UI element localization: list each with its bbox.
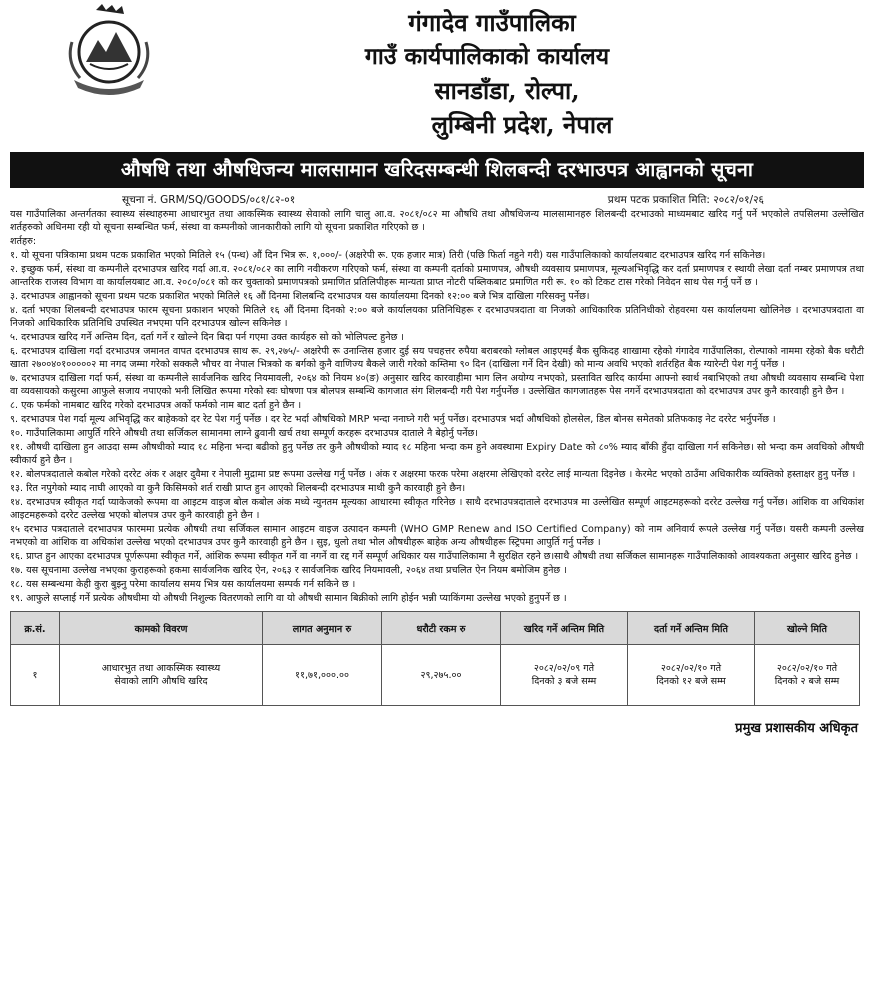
cell-opening-date	[755, 645, 860, 706]
table-row	[11, 645, 860, 706]
condition-item: ८. एक फर्मको नामबाट खरिद गरेको दरभाउपत्र अर्को फर्मको नाम बाट दर्ता हुने छैन ।	[10, 400, 302, 411]
cell-purchase-deadline	[501, 645, 628, 706]
condition-item: १३. रित नपुगेको म्याद नाघी आएको वा कुनै किसिमको शर्त राखी प्राप्त हुन आएको शिलबन्दी दरभाउपत्र माथी कुनै कारवाही हुने छैन।	[10, 483, 466, 494]
condition-item: १७. यस सूचनामा उल्लेख नभएका कुराहरूको हकमा सार्वजनिक खरिद ऐन, २०६३ र सार्वजनिक खरिद नियमावली, २०६४ तथा प्रचलित ऐन नियम बमोजिम हुनेछ ।	[10, 565, 567, 576]
opening-date: २०८२/०२/१० गते	[776, 663, 838, 674]
condition-item: १४. दरभाउपत्र स्वीकृत गर्दा प्याकेजको रूपमा वा आइटम वाइज बोल कबोल अंक मध्ये न्युनतम मूल्यका आधारमा स्वीकृत गरिनेछ । साथै दरभाउपत्रदाताले दरभाउपत्र मा उल्लेखित सम्पूर्ण आइटमहरूको दररेट उल्लेख गर्नु पर्नेछ। आंशिक वा अधिकांश आइटमहरूको दररेट उल्लेख भएको बोलपत्र उपर कुनै कारवाही हुने छैन ।	[10, 497, 864, 521]
condition-item: ९. दरभाउपत्र पेश गर्दा मूल्य अभिवृद्धि कर बाहेकको दर रेट पेश गर्नु पर्नेछ । दर रेट भर्दा औषधिको MRP भन्दा ननाघ्ने गरी भर्नु पर्नेछ। दरभाउपत्र भर्दा औषधिको होलसेल, डिल बोनस समेतको प्रतिफकाइ नेट दररेट भर्नुपर्नेछ ।	[10, 414, 776, 425]
condition-item: ३. दरभाउपत्र आह्वानको सूचना प्रथम पटक प्रकाशित भएको मितिले १६ औं दिनमा शिलबन्दि दरभाउपत्र यस कार्यालयमा दिनको १२:०० बजे भित्र दाखिला गरिसक्नु पर्नेछ।	[10, 291, 590, 302]
condition-item: ६. दरभाउपत्र दाखिला गर्दा दरभाउपत्र जमानत वापत दरभाउपत्र साथ रू. २९,२७५/- अक्षरेपी रू उनान्तिस हजार दुई सय पचहत्तर रुपैया बराबरको ग्लोबल आइएमई बैक सुकिदह शाखामा रहेको गंगादेव गाउँपालिका, रोल्पाको नाममा रहेको बैक धरौटी खाता २७००४०१०००००२ मा नगद जम्मा गरेको सक्कलै भौचर वा नेपाल भित्रको क बर्गको कुनै वाणिज्य बैकले जारी गरेको कम्तिमा ९० दिन (दाखिला गर्ने दिन देखी) को मान्य अवधि भएको शर्तरहित बैक ग्यारेन्टी पेश गर्नु पर्नेछ ।	[10, 346, 864, 370]
condition-item: १५ दरभाउ पत्रदाताले दरभाउपत्र फारममा प्रत्येक औषधी तथा सर्जिकल सामान आइटम वाइज उत्पादन कम्पनी (WHO GMP Renew and ISO Certified Company) को नाम अनिवार्य रूपले उल्लेख गर्नु पर्नेछ। यसरी कम्पनी उल्लेख नभएको वा आंशिक वा अधिकांश उल्लेख भएको दरभाउपत्र उपर कुनै कारवाही हुने छैन । सुइ, धुलो तथा भोल औषधीहरू बाहेक अन्य औषधीहरू स्ट्रिपमा आपुर्ति गर्नु पर्नेछ ।	[10, 524, 864, 548]
publish-date: प्रथम पटक प्रकाशित मिति: २०८२/०१/२६	[607, 194, 764, 206]
condition-item: १०. गाउँपालिकामा आपुर्ति गरिने औषधी तथा सर्जिकल सामानमा लाग्ने ढुवानी खर्च तथा सम्पूर्ण करहरू दरभाउपत्र दाताले नै बेहोर्नु पर्नेछ।	[10, 428, 478, 439]
office-name: गाउँ कार्यपालिकाको कार्यालय	[364, 43, 610, 70]
condition-item: २. इच्छुक फर्म, संस्था वा कम्पनीले दरभाउपत्र खरिद गर्दा आ.व. २०८१/०८२ का लागि नवीकरण गरिएको फर्म, संस्था वा कम्पनी दर्ताको प्रमाणपत्र, औषधी व्यवसाय प्रमाणपत्र, मूल्यअभिवृद्धि कर दर्ता प्रमाणपत्र र स्थायी लेखा दर्ता नम्बर प्रमाणपत्र तथा आन्तरिक राजस्व विभाग वा कार्यालयबाट आ.व. २०८०/०८१ को कर चुक्ताको प्रमाणपत्रको प्रमाणित प्रतिलिपीहरू मान्यता प्राप्त नोटरी पब्लिकबाट प्रमाणित गरी रू. १० को टिकट टास गरेको निवेदन साथ पेस गर्नु पर्ने छ ।	[10, 264, 864, 288]
cell-sn: १	[11, 645, 60, 706]
col-register-deadline: दर्ता गर्ने अन्तिम मिति	[628, 612, 755, 645]
municipality-name: गंगादेव गाउँपालिका	[408, 8, 576, 37]
cell-deposit: २९,२७५.००	[382, 645, 501, 706]
col-description: कामको विवरण	[60, 612, 263, 645]
cell-description	[60, 645, 263, 706]
col-deposit: धरौटी रकम रु	[382, 612, 501, 645]
description-line: आधारभुत तथा आकस्मिक स्वास्थ्य	[101, 663, 221, 674]
col-sn: क्र.सं.	[11, 612, 60, 645]
office-location: सानडाँडा, रोल्पा,	[434, 76, 580, 105]
letterhead	[10, 0, 864, 152]
description-line: सेवाको लागि औषधि खरिद	[114, 676, 208, 687]
nepal-emblem-icon	[66, 2, 152, 102]
table-header-row	[11, 612, 860, 645]
col-estimate: लागत अनुमान रु	[263, 612, 382, 645]
purchase-time: दिनको ३ बजे सम्म	[531, 676, 597, 687]
conditions-heading: शर्तहरु:	[10, 236, 37, 247]
notice-meta	[10, 192, 864, 208]
condition-item: १८. यस सम्बन्धमा केही कुरा बुझ्नु परेमा कार्यालय समय भित्र यस कार्यालयमा सम्पर्क गर्न सकिने छ ।	[10, 579, 356, 590]
col-purchase-deadline: खरिद गर्ने अन्तिम मिति	[501, 612, 628, 645]
condition-item: ५. दरभाउपत्र खरिद गर्ने अन्तिम दिन, दर्ता गर्ने र खोल्ने दिन बिदा पर्न गएमा उक्त कार्यहरु सो को भोलिपल्ट हुनेछ ।	[10, 332, 404, 343]
opening-time: दिनको २ बजे सम्म	[774, 676, 840, 687]
notice-body	[10, 208, 864, 605]
col-opening-date: खोल्ने मिति	[755, 612, 860, 645]
register-time: दिनको १२ बजे सम्म	[656, 676, 726, 687]
condition-item: १२. बोलपत्रदाताले कबोल गरेको दररेट अंक र अक्षर दुवैमा र नेपाली मुद्रामा प्रष्ट रूपमा उल्लेख गर्नु पर्नेछ । अंक र अक्षरमा फरक परेमा अक्षरमा लेखिएको दररेट लाई मान्यता दिइनेछ । केरमेट भएको ठाउँमा अधिकारीक व्यक्तिको हस्ताक्षर हुनु पर्नेछ ।	[10, 469, 856, 480]
register-date: २०८२/०२/१० गते	[660, 663, 722, 674]
condition-item: १. यो सूचना पत्रिकामा प्रथम पटक प्रकाशित भएको मितिले १५ (पन्ध) औं दिन भित्र रू. १,०००/- (अक्षरेपी रू. एक हजार मात्र) तिरी (पछि फिर्ता नहुने गरी) यस गाउँपालिकाको कार्यालयबाट दरभाउपत्र खरिद गर्न सकिनेछ।	[10, 250, 766, 261]
condition-item: १९. आफुले सप्लाई गर्ने प्रत्येक औषधीमा यो औषधी निशुल्क वितरणको लागि वा यो औषधी सामान बिक्रीको लागि होईन भन्नी प्याकिंगमा उल्लेख भएको हुनुपर्ने छ ।	[10, 593, 567, 604]
condition-item: १६. प्राप्त हुन आएका दरभाउपत्र पूर्णरूपमा स्वीकृत गर्ने, आंशिक रूपमा स्वीकृत गर्ने वा नगर्ने वा रद्द गर्ने सम्पूर्ण अधिकार यस गाउँपालिकामा नै सुरक्षित रहने छ।साथै औषधी तथा सर्जिकल सामानहरू गाउँपालिकाको आवश्यकता अनुसार खरिद हुनेछ ।	[10, 551, 859, 562]
purchase-date: २०८२/०२/०९ गते	[533, 663, 595, 674]
notice-title-banner: औषधि तथा औषधिजन्य मालसामान खरिदसम्बन्धी शिलबन्दी दरभाउपत्र आह्वानको सूचना	[10, 152, 864, 188]
intro-paragraph: यस गाउँपालिका अन्तर्गतका स्वास्थ्य संस्थाहरुमा आधारभुत तथा आकस्मिक स्वास्थ्य सेवाको लागि चालु आ.व. २०८१/०८२ मा औषधि तथा औषधिजन्य मालसामानहरु शिलबन्दी दरभाउको माध्यमबाट खरिद गर्नु पर्ने भएकोले तपसिलमा उल्लेखित शर्तहरुको अधिनमा रही यो सूचना सम्बन्धित फर्म, संस्था वा कम्पनीको जानकारीको लागि यो सूचना प्रकाशित गरिएको छ ।	[10, 209, 864, 233]
cell-register-deadline	[628, 645, 755, 706]
signatory-title: प्रमुख प्रशासकीय अधिकृत	[735, 721, 858, 736]
cell-estimate: ११,७१,०००.००	[263, 645, 382, 706]
schedule-table	[10, 611, 860, 706]
condition-item: ११. औषधी दाखिला हुन आउदा सम्म औषधीको म्याद १८ महिना भन्दा बढीको हुनु पर्नेछ तर कुनै औषधीको म्याद १८ महिना भन्दा कम हुने अवस्थामा Expiry Date को ८०% म्याद बाँकी हुँदा दाखिला गर्न सकिनेछ। सो भन्दा कम अवधिको औषधी स्वीकार्य हुने छैन ।	[10, 442, 864, 466]
condition-item: ४. दर्ता भएका शिलबन्दी दरभाउपत्र फारम सूचना प्रकाशन भएको मितिले १६ औं दिनमा दिनको २:०० बजे कार्यालयका प्रतिनिधिहरू र दरभाउपत्रदाता वा निजको आधिकारिक प्रतिनिधीको रोहवरमा यस कार्यालयमा खोलिनेछ । दरभाउपत्रदाता वा निजको आधिकारिक प्रतिनिधि उपस्थित नभएमा पनि दरभाउपत्र खोल्न सकिनेछ ।	[10, 305, 864, 329]
condition-item: ७. दरभाउपत्र दाखिला गर्दा फर्म, संस्था वा कम्पनीले सार्वजनिक खरिद नियमावली, २०६४ को नियम ४०(ङ) अनुसार खरिद कारवाहीमा भाग लिन अयोग्य नभएको, प्रस्तावित खरिद कार्यमा आफ्नो स्वार्थ नबाभिएको तथा औषधी व्यवसाय सम्बन्धि पेशा वा व्यवसायको कसुरमा आफुले सजाय नपाएको भनी लिखित रूपमा गरेको स्वः घोषणा पत्र बोलपत्र सम्बन्धि कागजात संग शिलबन्दी गरी पेश गर्नुपर्नेछ । उल्लेखित कागजातहरू पेस नगर्ने दरभाउपत्रदाता को दरभाउपत्र उपर कुनै कारवाही हुने छैन ।	[10, 373, 864, 397]
notice-number: सूचना नं. GRM/SQ/GOODS/०८१/८२-०१	[122, 194, 296, 206]
province-country: लुम्बिनी प्रदेश, नेपाल	[431, 110, 613, 139]
